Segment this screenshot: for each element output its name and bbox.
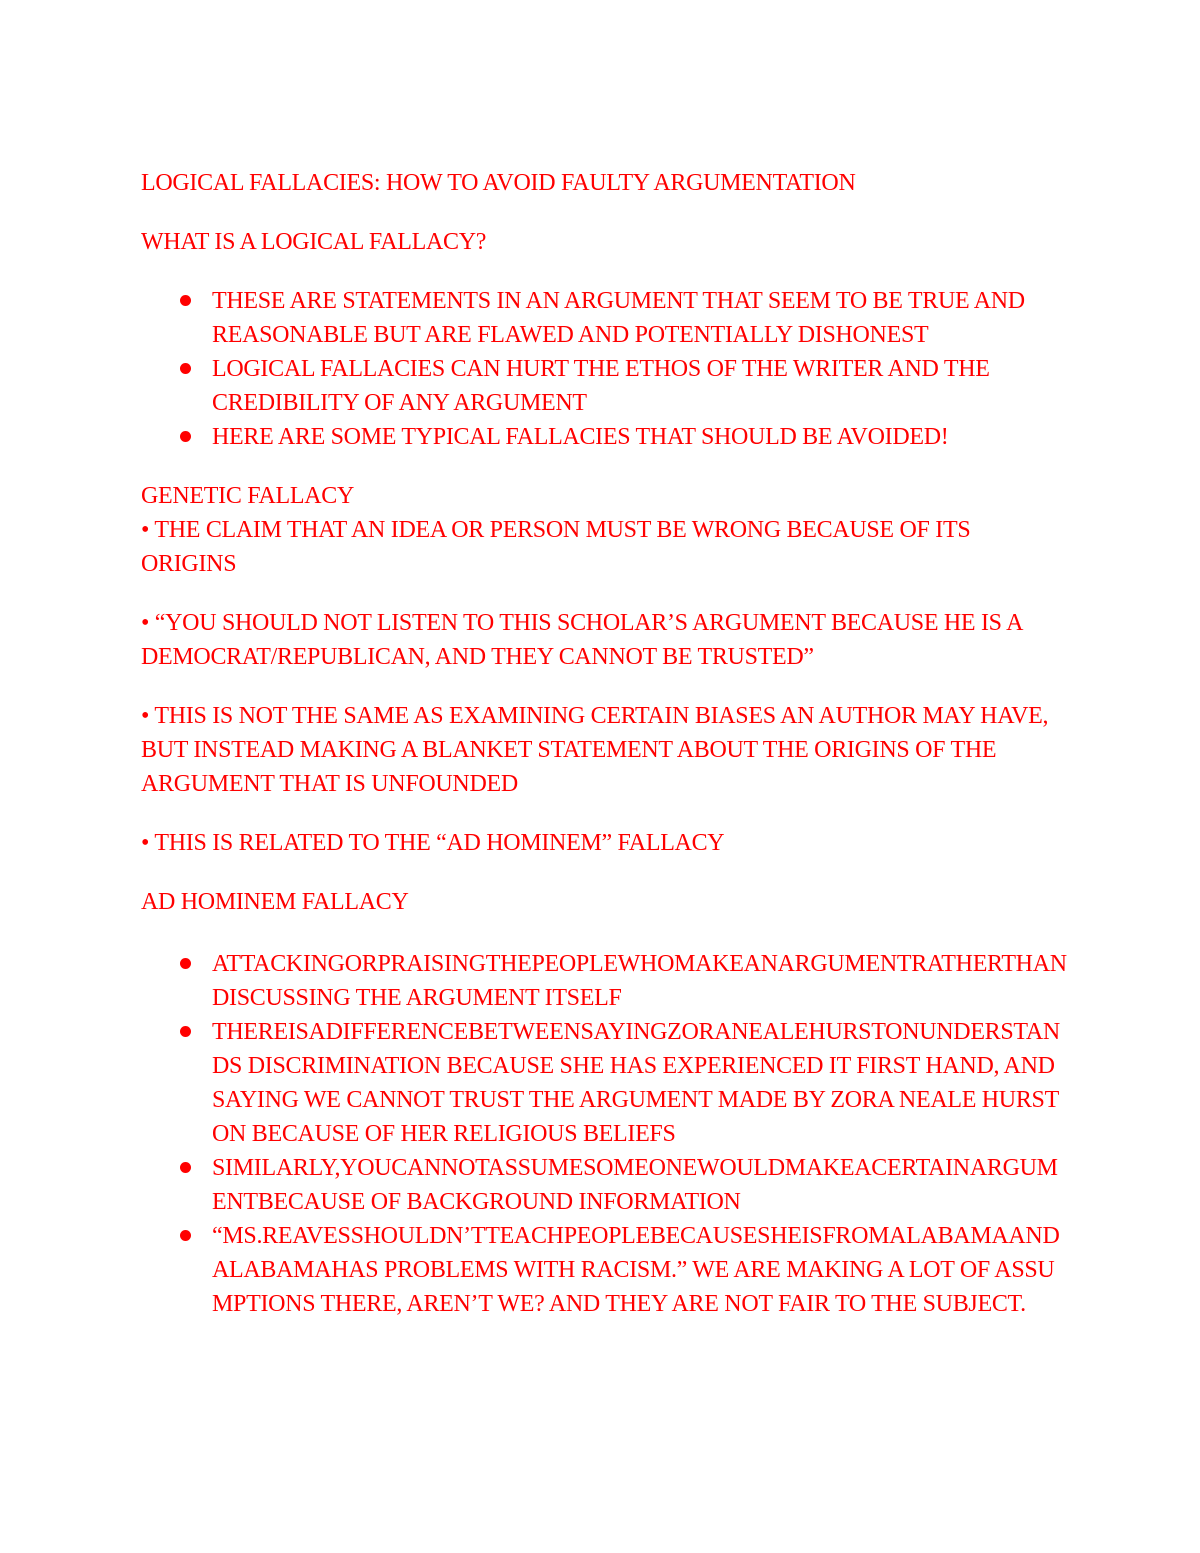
- bullet-dot-icon: [180, 431, 191, 442]
- genetic-fallacy-related: • THIS IS RELATED TO THE “AD HOMINEM” FALLACY: [141, 830, 725, 856]
- document-page: [141, 166, 1071, 1346]
- document-title: LOGICAL FALLACIES: HOW TO AVOID FAULTY ARGUMENTATION: [141, 170, 856, 196]
- list-item: [141, 352, 1071, 420]
- bullet-dot-icon: [180, 363, 191, 374]
- list-item-text: “MS.REAVESSHOULDN’TTEACHPEOPLEBECAUSESHEISFROMALABAMAANDALABAMAHAS PROBLEMS WITH RACISM.” WE ARE MAKING A LOT OF ASSUMPTIONS THERE, AREN’T WE? AND THEY ARE NOT FAIR TO THE SUBJECT.: [212, 1223, 1060, 1317]
- list-item-text: THEREISADIFFERENCEBETWEENSAYINGZORANEALEHURSTONUNDERSTANDS DISCRIMINATION BECAUSE SHE HAS EXPERIENCED IT FIRST HAND, AND SAYING WE CANNOT TRUST THE ARGUMENT MADE BY ZORA NEALE HURSTON BECAUSE OF HER RELIGIOUS BELIEFS: [212, 1019, 1060, 1147]
- list-item-text: ATTACKINGORPRAISINGTHEPEOPLEWHOMAKEANARGUMENTRATHERTHANDISCUSSING THE ARGUMENT ITSELF: [212, 951, 1067, 1011]
- list-item: [141, 284, 1071, 352]
- list-item: [141, 420, 1071, 454]
- list-item: [141, 947, 1071, 1015]
- list-item: [141, 1015, 1071, 1151]
- bullet-dot-icon: [180, 1162, 191, 1173]
- list-item-text: SIMILARLY,YOUCANNOTASSUMESOMEONEWOULDMAKEACERTAINARGUMENTBECAUSE OF BACKGROUND INFORMATION: [212, 1155, 1058, 1215]
- ad-hominem-bullet-list: [141, 947, 1071, 1321]
- genetic-fallacy-definition: • THE CLAIM THAT AN IDEA OR PERSON MUST BE WRONG BECAUSE OF ITS ORIGINS: [141, 517, 971, 577]
- list-item: [141, 1151, 1071, 1219]
- bullet-dot-icon: [180, 295, 191, 306]
- genetic-fallacy-heading: GENETIC FALLACY: [141, 483, 355, 509]
- bullet-dot-icon: [180, 958, 191, 969]
- list-item-text: THESE ARE STATEMENTS IN AN ARGUMENT THAT SEEM TO BE TRUE AND REASONABLE BUT ARE FLAWED AND POTENTIALLY DISHONEST: [212, 288, 1025, 348]
- intro-bullet-list: [141, 284, 1071, 454]
- genetic-fallacy-example: • “YOU SHOULD NOT LISTEN TO THIS SCHOLAR’S ARGUMENT BECAUSE HE IS A DEMOCRAT/REPUBLICAN, AND THEY CANNOT BE TRUSTED”: [141, 610, 1022, 670]
- ad-hominem-heading: AD HOMINEM FALLACY: [141, 889, 409, 915]
- genetic-fallacy-distinction: • THIS IS NOT THE SAME AS EXAMINING CERTAIN BIASES AN AUTHOR MAY HAVE, BUT INSTEAD MAKING A BLANKET STATEMENT ABOUT THE ORIGINS OF THE ARGUMENT THAT IS UNFOUNDED: [141, 703, 1049, 797]
- intro-heading: WHAT IS A LOGICAL FALLACY?: [141, 229, 487, 255]
- list-item: [141, 1219, 1071, 1321]
- bullet-dot-icon: [180, 1026, 191, 1037]
- list-item-text: LOGICAL FALLACIES CAN HURT THE ETHOS OF THE WRITER AND THE CREDIBILITY OF ANY ARGUMENT: [212, 356, 990, 416]
- list-item-text: HERE ARE SOME TYPICAL FALLACIES THAT SHOULD BE AVOIDED!: [212, 424, 949, 450]
- bullet-dot-icon: [180, 1230, 191, 1241]
